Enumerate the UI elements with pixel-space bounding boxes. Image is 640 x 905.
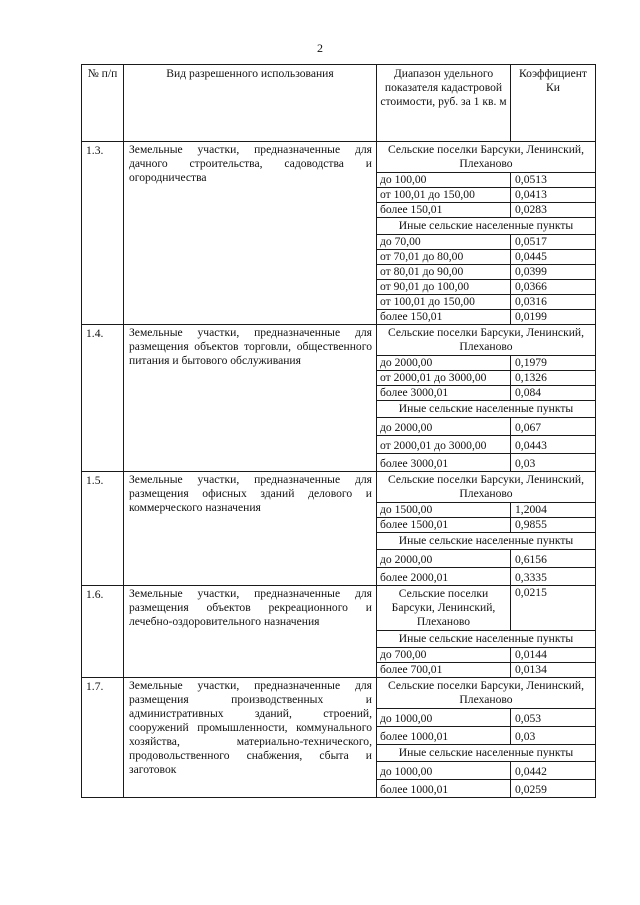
coefficient-value: 0,0134 [511, 663, 596, 678]
group-title: Иные сельские населенные пункты [377, 631, 596, 648]
coefficient-value: 0,0366 [511, 280, 596, 295]
coefficient-value: 0,0399 [511, 265, 596, 280]
coefficient-value: 1,2004 [511, 503, 596, 518]
coefficient-value: 0,03 [511, 454, 596, 472]
section-description: Земельные участки, предназначенные для дачного строительства, садоводства и огородничества [124, 142, 377, 325]
section-description: Земельные участки, предназначенные для размещения объектов торговли, общественного питания и бытового обслуживания [124, 325, 377, 472]
group-title: Иные сельские населенные пункты [377, 401, 596, 418]
coefficient-value: 0,0199 [511, 310, 596, 325]
range-value: более 700,01 [377, 663, 511, 678]
range-value: от 100,01 до 150,00 [377, 295, 511, 310]
coefficient-value: 0,0517 [511, 235, 596, 250]
range-value: до 2000,00 [377, 418, 511, 436]
coefficient-value: 0,3335 [511, 568, 596, 586]
range-value: более 1000,01 [377, 727, 511, 745]
coefficient-value: 0,0316 [511, 295, 596, 310]
coefficient-value: 0,0283 [511, 203, 596, 218]
range-value: до 2000,00 [377, 356, 511, 371]
coefficient-value: 0,0144 [511, 648, 596, 663]
group-heading-row [82, 678, 596, 709]
range-value: более 150,01 [377, 310, 511, 325]
section-number: 1.4. [82, 325, 124, 472]
coefficient-value: 0,0413 [511, 188, 596, 203]
range-value: до 2000,00 [377, 550, 511, 568]
range-value: более 1000,01 [377, 780, 511, 798]
range-value: более 2000,01 [377, 568, 511, 586]
coefficient-value: 0,1979 [511, 356, 596, 371]
coefficient-value: 0,1326 [511, 371, 596, 386]
land-use-coefficient-table [81, 64, 595, 798]
group-title: Сельские поселки Барсуки, Ленинский, Плеханово [377, 472, 596, 503]
page-number: 2 [317, 41, 323, 55]
range-value: до 70,00 [377, 235, 511, 250]
range-value: более 3000,01 [377, 386, 511, 401]
header-coefficient: Коэффициент Ки [511, 65, 596, 142]
header-range: Диапазон удельного показателя кадастровой стоимости, руб. за 1 кв. м [377, 65, 511, 142]
range-value: от 80,01 до 90,00 [377, 265, 511, 280]
range-value: от 70,01 до 80,00 [377, 250, 511, 265]
range-value: более 1500,01 [377, 518, 511, 533]
group-heading-row [82, 472, 596, 503]
section-description: Земельные участки, предназначенные для размещения офисных зданий делового и коммерческого назначения [124, 472, 377, 586]
section-description: Земельные участки, предназначенные для размещения объектов рекреационного и лечебно-оздоровительного назначения [124, 586, 377, 678]
coefficient-value: 0,0259 [511, 780, 596, 798]
range-value: от 100,01 до 150,00 [377, 188, 511, 203]
group-title: Иные сельские населенные пункты [377, 745, 596, 762]
coefficient-value: 0,0442 [511, 762, 596, 780]
range-value: от 90,01 до 100,00 [377, 280, 511, 295]
coefficient-value: 0,0445 [511, 250, 596, 265]
section-number: 1.6. [82, 586, 124, 678]
coefficient-value: 0,084 [511, 386, 596, 401]
range-value: более 150,01 [377, 203, 511, 218]
section-number: 1.5. [82, 472, 124, 586]
group-heading-row [82, 142, 596, 173]
range-value: до 1000,00 [377, 709, 511, 727]
coefficient-value: 0,6156 [511, 550, 596, 568]
header-number: № п/п [82, 65, 124, 142]
coefficient-value: 0,0215 [511, 586, 596, 631]
section-number: 1.7. [82, 678, 124, 798]
range-value: до 700,00 [377, 648, 511, 663]
range-value: до 1000,00 [377, 762, 511, 780]
range-value: от 2000,01 до 3000,00 [377, 436, 511, 454]
group-heading-row [82, 586, 596, 631]
coefficient-value: 0,053 [511, 709, 596, 727]
coefficient-value: 0,0443 [511, 436, 596, 454]
coefficient-value: 0,9855 [511, 518, 596, 533]
group-title: Иные сельские населенные пункты [377, 533, 596, 550]
range-value: от 2000,01 до 3000,00 [377, 371, 511, 386]
coefficient-value: 0,0513 [511, 173, 596, 188]
range-value: более 3000,01 [377, 454, 511, 472]
range-value: до 1500,00 [377, 503, 511, 518]
group-title: Сельские поселки Барсуки, Ленинский, Плеханово [377, 142, 596, 173]
section-description: Земельные участки, предназначенные для размещения производственных и административных зданий, строений, сооружений промышленности, коммунального хозяйства, материально-технического, продовольственного снабжения, сбыта и заготовок [124, 678, 377, 798]
group-heading-row [82, 325, 596, 356]
group-title: Сельские поселки Барсуки, Ленинский, Плеханово [377, 678, 596, 709]
coefficient-value: 0,067 [511, 418, 596, 436]
header-use-type: Вид разрешенного использования [124, 65, 377, 142]
table-header-row [82, 65, 596, 142]
group-title: Иные сельские населенные пункты [377, 218, 596, 235]
group-title: Сельские поселки Барсуки, Ленинский, Плеханово [377, 586, 511, 631]
section-number: 1.3. [82, 142, 124, 325]
group-title: Сельские поселки Барсуки, Ленинский, Плеханово [377, 325, 596, 356]
coefficient-value: 0,03 [511, 727, 596, 745]
range-value: до 100,00 [377, 173, 511, 188]
